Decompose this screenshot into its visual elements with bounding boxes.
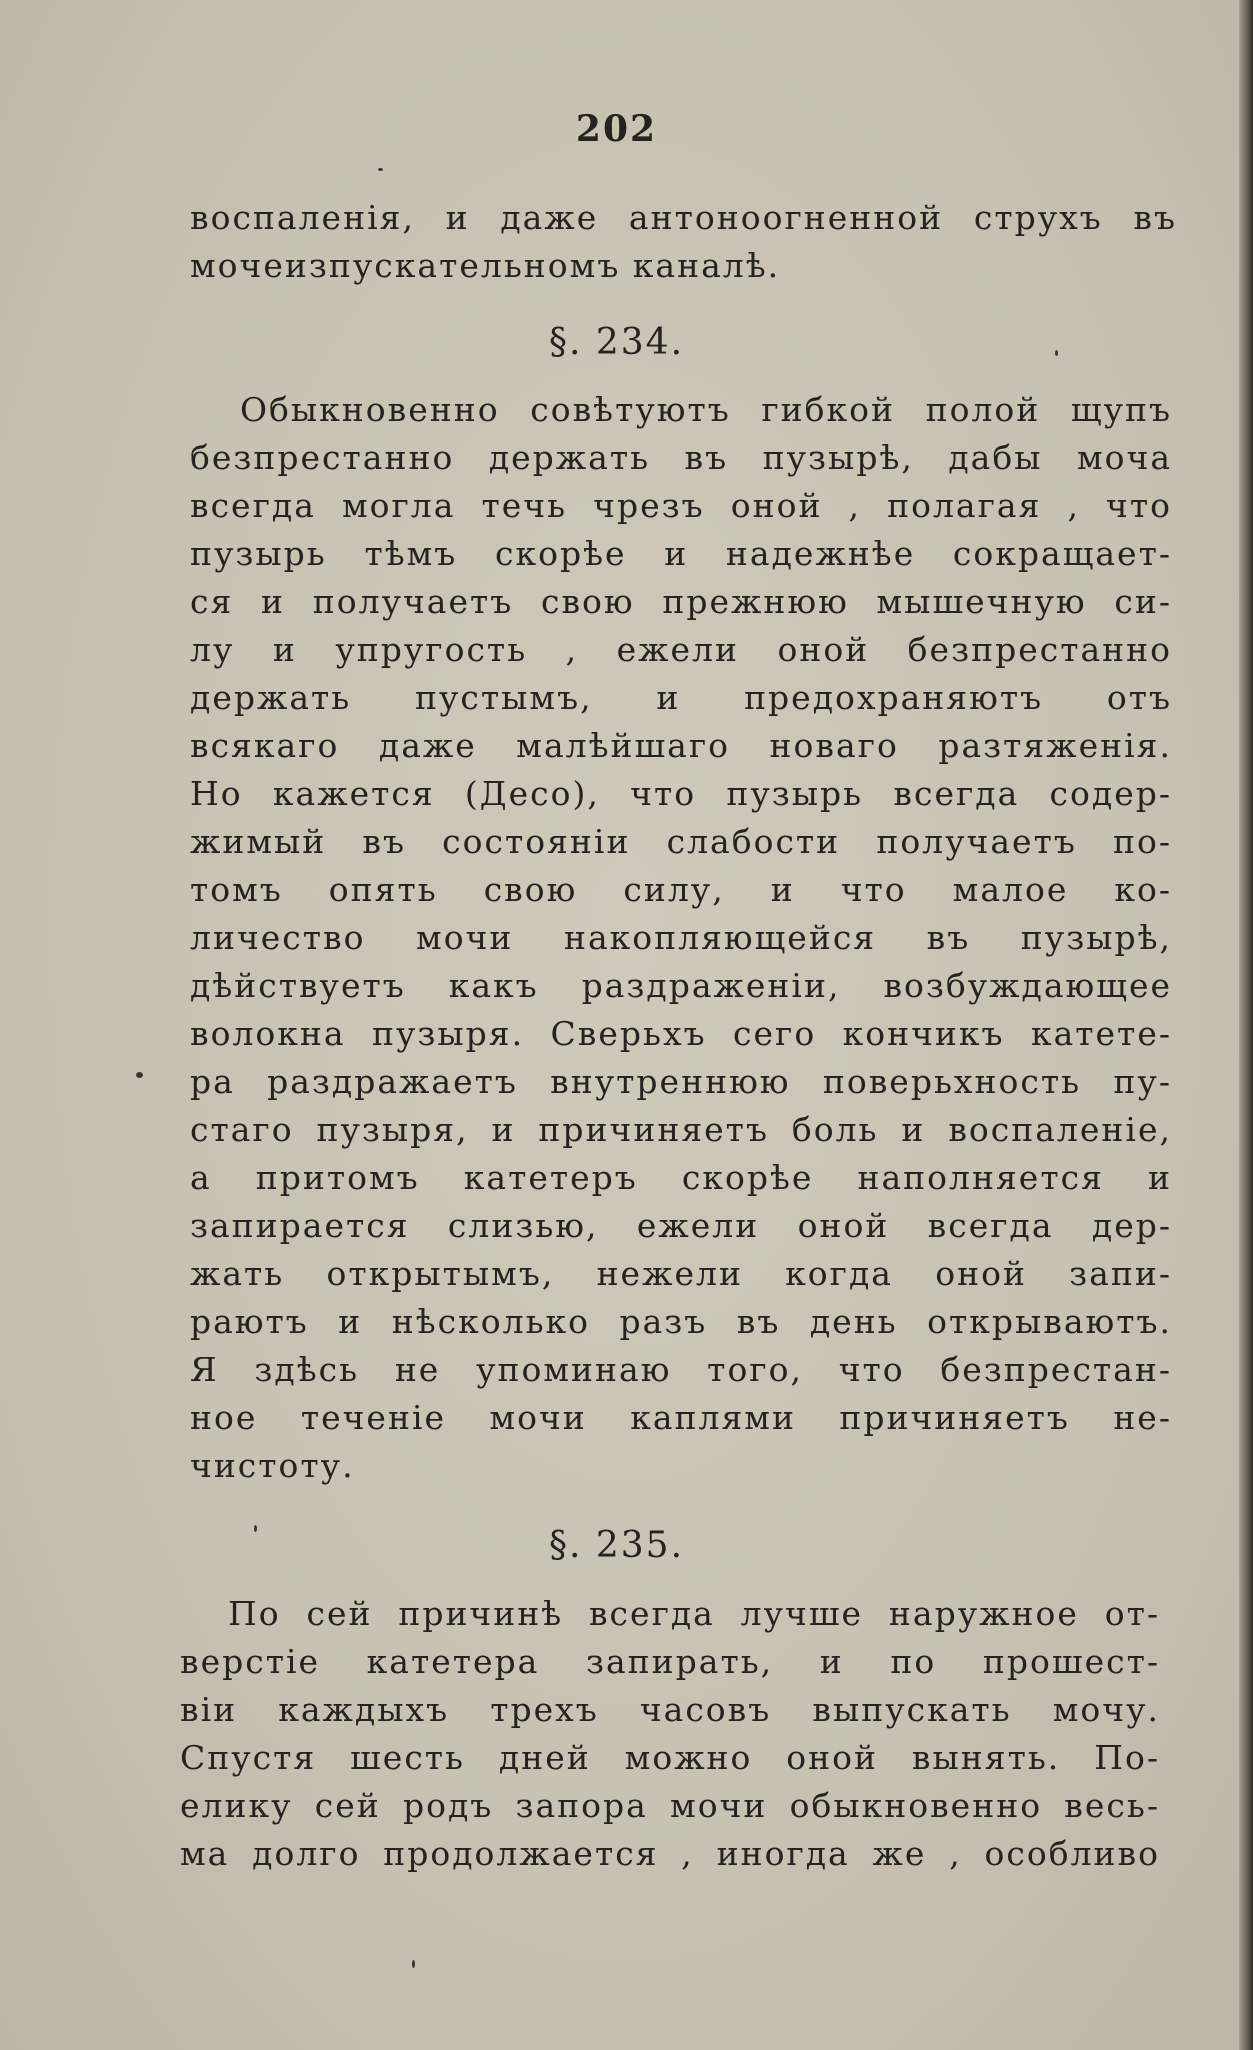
text-line: Обыкновенно совѣтуютъ гибкой полой щупъ (240, 390, 1172, 429)
print-speck (412, 1960, 415, 1968)
text-line: Я здѣсь не упоминаю того, что безпрестан- (190, 1350, 1172, 1389)
text-line: личество мочи накопляющейся въ пузырѣ, (190, 918, 1172, 957)
text-line: чистоту. (190, 1446, 355, 1485)
text-line: віи каждыхъ трехъ часовъ выпускать мочу. (180, 1690, 1160, 1729)
text-line: ма долго продолжается , иногда же , особливо (180, 1834, 1160, 1873)
text-line: а притомъ катетеръ скорѣе наполняется и (190, 1158, 1172, 1197)
text-line: стаго пузыря, и причиняетъ боль и воспаленіе, (190, 1110, 1172, 1149)
text-line: ное теченіе мочи каплями причиняетъ не- (190, 1398, 1172, 1437)
text-line: мочеизпускательномъ каналѣ. (190, 246, 781, 285)
text-line: жать открытымъ, нежели когда оной запи- (190, 1254, 1172, 1293)
text-line: елику сей родъ запора мочи обыкновенно весь- (180, 1786, 1160, 1825)
text-line: По сей причинѣ всегда лучше наружное от- (228, 1594, 1160, 1633)
page-number: 202 (575, 108, 658, 150)
section-heading: §. 234. (548, 322, 685, 363)
text-line: лу и упругость , ежели оной безпрестанно (190, 630, 1172, 669)
text-line: ся и получаетъ свою прежнюю мышечную си- (190, 582, 1172, 621)
print-speck (136, 1072, 143, 1078)
text-line: волокна пузыря. Сверьхъ сего кончикъ катете- (190, 1014, 1172, 1053)
text-line: Спустя шесть дней можно оной вынять. По- (180, 1738, 1160, 1777)
text-line: томъ опять свою силу, и что малое ко- (190, 870, 1172, 909)
text-line: пузырь тѣмъ скорѣе и надежнѣе сокращает- (190, 534, 1172, 573)
text-line: верстіе катетера запирать, и по прошест- (180, 1642, 1160, 1681)
text-line: Но кажется (Десо), что пузырь всегда содер- (190, 774, 1172, 813)
text-line: всякаго даже малѣйшаго новаго разтяженія. (190, 726, 1172, 765)
text-line: жимый въ состояніи слабости получаетъ по- (190, 822, 1172, 861)
text-line: дѣйствуетъ какъ раздраженіи, возбуждающее (190, 966, 1172, 1005)
text-line: всегда могла течь чрезъ оной , полагая , что (190, 486, 1172, 525)
text-line: ра раздражаетъ внутреннюю поверьхность пу- (190, 1062, 1172, 1101)
text-line: безпрестанно держать въ пузырѣ, дабы моча (190, 438, 1172, 477)
text-line: держать пустымъ, и предохраняютъ отъ (190, 678, 1172, 717)
page-edge-shadow (1239, 0, 1253, 2050)
text-line: запирается слизью, ежели оной всегда дер- (190, 1206, 1172, 1245)
text-line: раютъ и нѣсколько разъ въ день открываютъ. (190, 1302, 1172, 1341)
text-line: воспаленія, и даже антоноогненной струхъ въ (190, 198, 1177, 237)
section-heading: §. 235. (548, 1525, 685, 1566)
print-speck (378, 168, 383, 171)
